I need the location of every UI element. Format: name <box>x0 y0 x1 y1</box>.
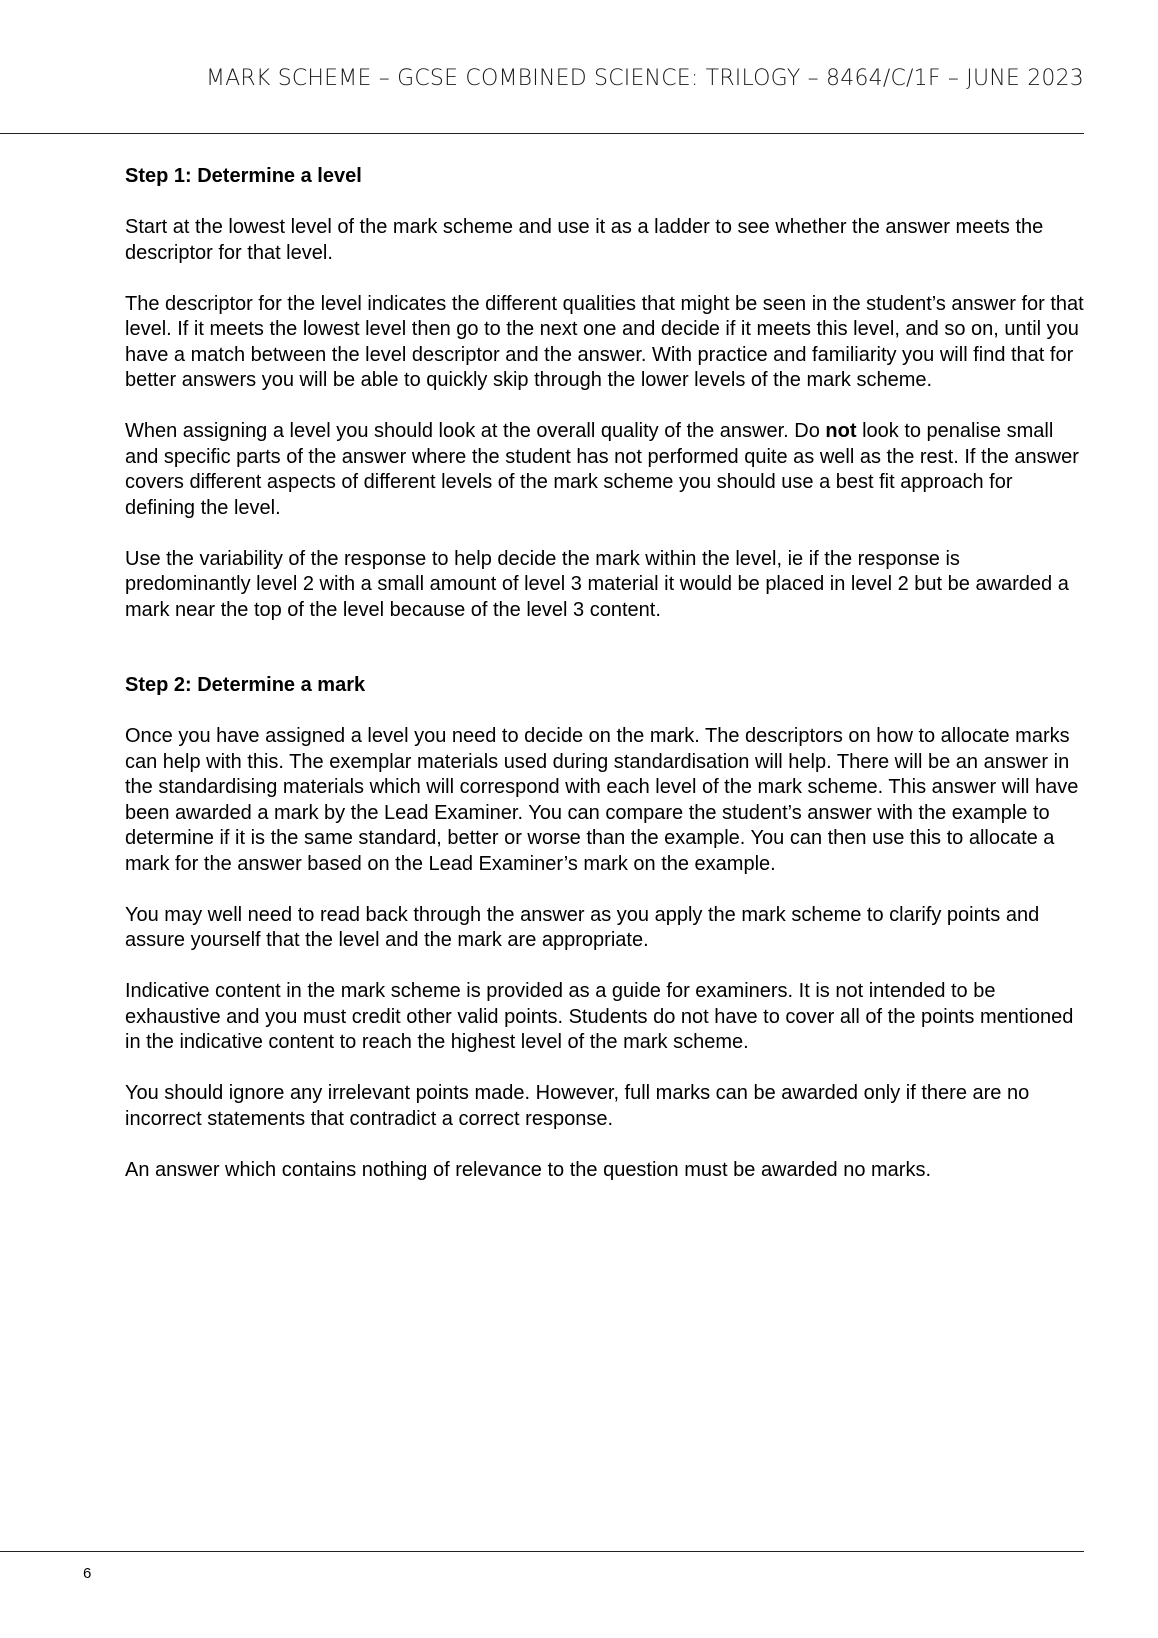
step2-paragraph-4: You should ignore any irrelevant points made. However, full marks can be awarded only if there are no incorrect statements that contradict a correct response. <box>125 1082 1030 1130</box>
step1-paragraph-3-start: When assigning a level you should look at the overall quality of the answer. Do <box>125 420 826 442</box>
document-body <box>125 164 1087 1209</box>
page-number: 6 <box>83 1565 92 1582</box>
step1-paragraph-3 <box>125 419 1087 521</box>
step1-heading: Step 1: Determine a level <box>125 165 362 187</box>
step1-paragraph-4: Use the variability of the response to help decide the mark within the level, ie if the response is predominantly level 2 with a small amount of level 3 material it would be placed in level 2 but be awarded a mark near the top of the level because of the level 3 content. <box>125 547 1069 621</box>
step2-paragraph-2: You may well need to read back through the answer as you apply the mark scheme to clarify points and assure yourself that the level and the mark are appropriate. <box>125 903 1040 951</box>
step2-paragraph-1: Once you have assigned a level you need to decide on the mark. The descriptors on how to allocate marks can help with this. The exemplar materials used during standardisation will help. There will be an answer in the standardising materials which will correspond with each level of the mark scheme. This answer will have been awarded a mark by the Lead Examiner. You can compare the student’s answer with the example to determine if it is the same standard, better or worse than the example. You can then use this to allocate a mark for the answer based on the Lead Examiner’s mark on the example. <box>125 725 1079 875</box>
step1-paragraph-1: Start at the lowest level of the mark scheme and use it as a ladder to see whether the answer meets the descriptor for that level. <box>125 216 1044 264</box>
step2-paragraph-5: An answer which contains nothing of relevance to the question must be awarded no marks. <box>125 1158 932 1181</box>
step1-paragraph-3-end: look to penalise small and specific parts of the answer where the student has not performed quite as well as the rest. If the answer covers different aspects of different levels of the mark scheme you should use a best fit approach for defining the level. <box>125 420 1079 519</box>
step1-paragraph-2: The descriptor for the level indicates the different qualities that might be seen in the student’s answer for that level. If it meets the lowest level then go to the next one and decide if it meets this level, and so on, until you have a match between the level descriptor and the answer. With practice and familiarity you will find that for better answers you will be able to quickly skip through the lower levels of the mark scheme. <box>125 292 1084 391</box>
emphasis-not: not <box>825 420 857 442</box>
footer-divider <box>0 1551 1084 1552</box>
header-divider <box>0 133 1084 134</box>
page-header-title: MARK SCHEME – GCSE COMBINED SCIENCE: TRILOGY – 8464/C/1F – JUNE 2023 <box>205 66 1084 91</box>
step2-heading: Step 2: Determine a mark <box>125 674 366 696</box>
step2-paragraph-3: Indicative content in the mark scheme is provided as a guide for examiners. It is not intended to be exhaustive and you must credit other valid points. Students do not have to cover all of the points mentioned in the indicative content to reach the highest level of the mark scheme. <box>125 980 1074 1053</box>
